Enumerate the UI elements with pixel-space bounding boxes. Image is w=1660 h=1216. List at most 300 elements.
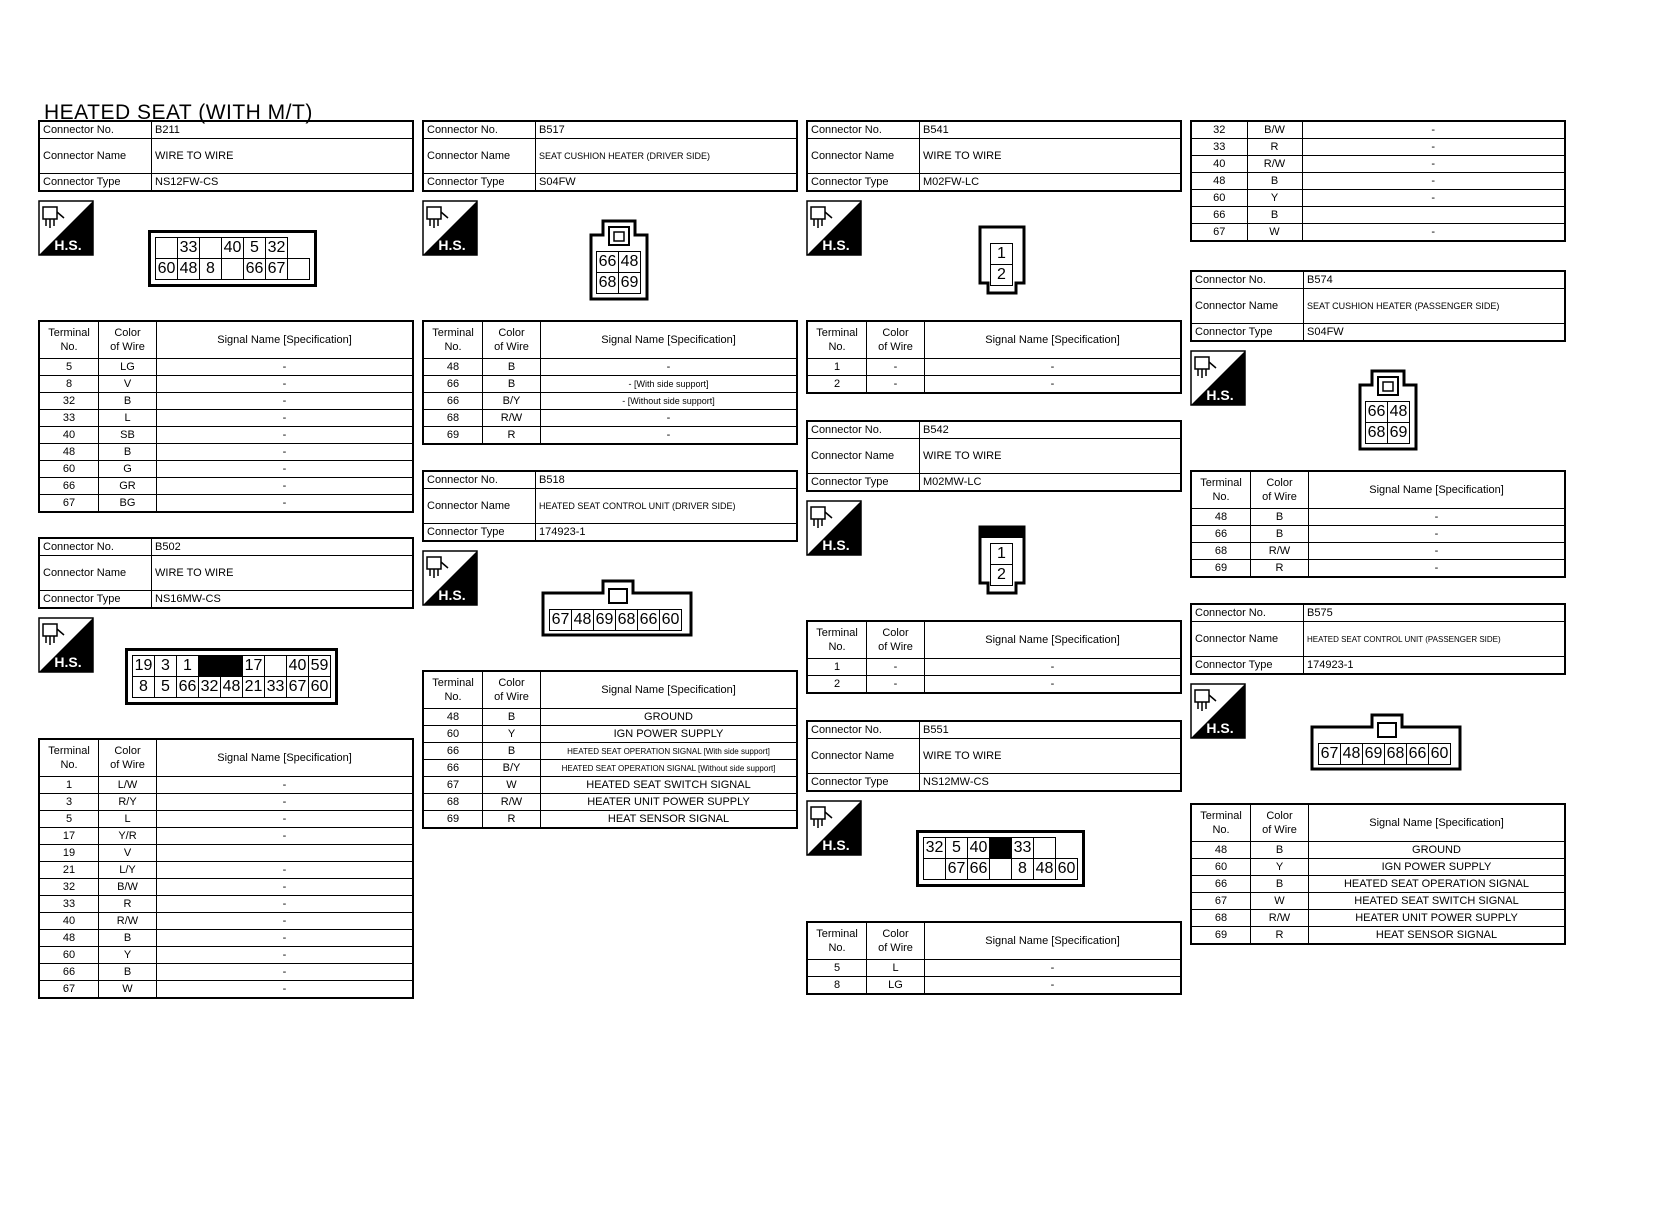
cavity: 66 xyxy=(638,610,660,631)
terminal-no: 33 xyxy=(1191,139,1247,156)
cavity: 1 xyxy=(991,244,1013,265)
pin-table-header xyxy=(1191,804,1565,842)
connector-type-value: 174923-1 xyxy=(536,524,798,542)
cavity: 66 xyxy=(968,859,990,880)
wire-color: B/Y xyxy=(483,393,541,410)
cavity xyxy=(924,859,946,880)
table-row xyxy=(1191,190,1565,207)
label-connector-no: Connector No. xyxy=(807,121,920,139)
connector-info-b211 xyxy=(38,120,414,192)
terminal-no-header: Terminal No. xyxy=(807,922,867,960)
terminal-no: 32 xyxy=(39,879,99,896)
cavity: 32 xyxy=(266,238,288,259)
connector-info-b502 xyxy=(38,537,414,609)
cavity: 19 xyxy=(133,656,155,677)
table-row xyxy=(423,743,797,760)
connector-no-value: B541 xyxy=(920,121,1182,139)
wire-color: Y xyxy=(99,947,157,964)
table-row xyxy=(39,879,413,896)
table-row xyxy=(39,478,413,495)
cavity xyxy=(221,656,243,677)
connector-name-value: HEATED SEAT CONTROL UNIT (PASSENGER SIDE) xyxy=(1304,622,1566,657)
table-row xyxy=(39,930,413,947)
wire-color: B xyxy=(1247,173,1302,190)
table-row xyxy=(39,845,413,862)
signal-name: - xyxy=(1302,190,1565,207)
connector-no-value: B211 xyxy=(152,121,414,139)
cavity xyxy=(222,259,244,280)
connector-type-value: NS12MW-CS xyxy=(920,774,1182,792)
cavity: 68 xyxy=(616,610,638,631)
signal-name: - xyxy=(157,862,414,879)
connector-face-b551 xyxy=(916,830,1085,892)
signal-name: HEAT SENSOR SIGNAL xyxy=(1309,927,1566,945)
terminal-no: 67 xyxy=(1191,224,1247,242)
wire-color: GR xyxy=(99,478,157,495)
pin-table-b575 xyxy=(1190,803,1566,945)
table-row xyxy=(39,427,413,444)
connector-type-value: S04FW xyxy=(536,174,798,192)
hs-label: H.S. xyxy=(438,237,466,253)
signal-name: HEATED SEAT OPERATION SIGNAL xyxy=(1309,876,1566,893)
color-of-wire-header: Color of Wire xyxy=(867,621,925,659)
label-connector-name: Connector Name xyxy=(1191,622,1304,657)
label-connector-no: Connector No. xyxy=(39,538,152,556)
wire-color: B xyxy=(1251,876,1309,893)
terminal-no: 69 xyxy=(423,427,483,445)
cavity: 67 xyxy=(266,259,288,280)
table-row xyxy=(807,676,1181,694)
pin-table-b211 xyxy=(38,320,414,513)
table-row xyxy=(39,777,413,794)
signal-name-header: Signal Name [Specification] xyxy=(925,621,1182,659)
table-row xyxy=(39,410,413,427)
terminal-no: 2 xyxy=(807,376,867,394)
signal-name: - xyxy=(1302,139,1565,156)
signal-name-header: Signal Name [Specification] xyxy=(1309,471,1566,509)
connector-no-value: B542 xyxy=(920,421,1182,439)
cavity xyxy=(1034,838,1056,859)
pin-table-b541 xyxy=(806,320,1182,394)
terminal-no-header: Terminal No. xyxy=(1191,804,1251,842)
wire-color: B xyxy=(483,709,541,726)
connector-name-value: SEAT CUSHION HEATER (DRIVER SIDE) xyxy=(536,139,798,174)
cavity: 67 xyxy=(946,859,968,880)
terminal-no: 48 xyxy=(39,444,99,461)
pin-table-header xyxy=(807,922,1181,960)
terminal-no: 1 xyxy=(807,659,867,676)
table-row xyxy=(39,359,413,376)
signal-name: - xyxy=(541,427,798,445)
cavity: 60 xyxy=(156,259,178,280)
table-row xyxy=(1191,509,1565,526)
pin-table-header xyxy=(39,739,413,777)
cavity: 8 xyxy=(200,259,222,280)
signal-name-header: Signal Name [Specification] xyxy=(541,321,798,359)
wire-color: L xyxy=(99,410,157,427)
wire-color: - xyxy=(867,676,925,694)
cavity: 68 xyxy=(597,273,619,294)
connector-name-value: WIRE TO WIRE xyxy=(920,739,1182,774)
connector-info-b518 xyxy=(422,470,798,542)
connector-type-value: 174923-1 xyxy=(1304,657,1566,675)
connector-no-value: B551 xyxy=(920,721,1182,739)
table-row xyxy=(39,376,413,393)
wire-color: L/Y xyxy=(99,862,157,879)
table-row xyxy=(423,359,797,376)
connector-type-value: S04FW xyxy=(1304,324,1566,342)
terminal-no: 67 xyxy=(1191,893,1251,910)
signal-name: - xyxy=(157,410,414,427)
terminal-no: 67 xyxy=(39,495,99,513)
terminal-no: 40 xyxy=(39,913,99,930)
signal-name: HEATER UNIT POWER SUPPLY xyxy=(541,794,798,811)
terminal-no: 21 xyxy=(39,862,99,879)
terminal-no: 8 xyxy=(807,977,867,995)
connector-type-value: M02MW-LC xyxy=(920,474,1182,492)
connector-no-value: B517 xyxy=(536,121,798,139)
label-connector-no: Connector No. xyxy=(423,471,536,489)
harness-side-icon xyxy=(1190,683,1246,739)
table-row xyxy=(39,947,413,964)
wire-color: R/W xyxy=(1247,156,1302,173)
wire-color: V xyxy=(99,845,157,862)
table-row xyxy=(423,794,797,811)
wire-color: - xyxy=(867,359,925,376)
connector-info-b541 xyxy=(806,120,1182,192)
wire-color: R/W xyxy=(99,913,157,930)
cavity xyxy=(200,238,222,259)
signal-name: - xyxy=(925,960,1182,977)
signal-name: IGN POWER SUPPLY xyxy=(1309,859,1566,876)
wire-color: B xyxy=(99,930,157,947)
table-row xyxy=(807,376,1181,394)
cavity: 68 xyxy=(1385,744,1407,765)
signal-name: - xyxy=(541,359,798,376)
connector-name-value: WIRE TO WIRE xyxy=(152,139,414,174)
cavity: 60 xyxy=(1429,744,1451,765)
connector-name-value: WIRE TO WIRE xyxy=(152,556,414,591)
signal-name: - xyxy=(157,947,414,964)
connector-name-value: HEATED SEAT CONTROL UNIT (DRIVER SIDE) xyxy=(536,489,798,524)
cavity: 8 xyxy=(133,677,155,698)
signal-name: - xyxy=(1302,173,1565,190)
table-row xyxy=(1191,139,1565,156)
color-of-wire-header: Color of Wire xyxy=(99,321,157,359)
terminal-no: 1 xyxy=(807,359,867,376)
cavity: 67 xyxy=(1319,744,1341,765)
cavity: 3 xyxy=(155,656,177,677)
terminal-no: 66 xyxy=(39,964,99,981)
signal-name-header: Signal Name [Specification] xyxy=(541,671,798,709)
connector-face-b518 xyxy=(541,579,693,642)
cavity: 33 xyxy=(178,238,200,259)
cavity: 48 xyxy=(1341,744,1363,765)
wire-color: G xyxy=(99,461,157,478)
signal-name: HEATED SEAT SWITCH SIGNAL xyxy=(1309,893,1566,910)
table-row xyxy=(1191,842,1565,859)
signal-name: - xyxy=(157,777,414,794)
signal-name: - xyxy=(157,828,414,845)
cavity: 2 xyxy=(991,565,1013,586)
signal-name: - xyxy=(925,376,1182,394)
terminal-no: 69 xyxy=(423,811,483,829)
label-connector-name: Connector Name xyxy=(39,139,152,174)
connector-info-b551 xyxy=(806,720,1182,792)
table-row xyxy=(423,811,797,829)
cavity: 66 xyxy=(597,252,619,273)
signal-name: - xyxy=(157,359,414,376)
pin-table-header xyxy=(39,321,413,359)
harness-side-icon xyxy=(806,800,862,856)
terminal-no: 3 xyxy=(39,794,99,811)
terminal-no: 68 xyxy=(423,410,483,427)
hs-label: H.S. xyxy=(1206,720,1234,736)
terminal-no-header: Terminal No. xyxy=(1191,471,1251,509)
wire-color: R/Y xyxy=(99,794,157,811)
signal-name: - xyxy=(157,461,414,478)
pin-table-b502 xyxy=(38,738,414,999)
signal-name: HEAT SENSOR SIGNAL xyxy=(541,811,798,829)
cavity: 48 xyxy=(619,252,641,273)
cavity xyxy=(265,656,287,677)
terminal-no: 32 xyxy=(1191,121,1247,139)
label-connector-name: Connector Name xyxy=(807,739,920,774)
harness-side-icon xyxy=(38,200,94,256)
harness-side-icon xyxy=(806,500,862,556)
connector-no-value: B502 xyxy=(152,538,414,556)
connector-type-value: NS16MW-CS xyxy=(152,591,414,609)
wire-color: L xyxy=(867,960,925,977)
terminal-no: 2 xyxy=(807,676,867,694)
hs-label: H.S. xyxy=(822,837,850,853)
connector-face-b574 xyxy=(1358,369,1418,456)
pin-table-b551 xyxy=(806,921,1182,995)
wire-color: Y/R xyxy=(99,828,157,845)
connector-info-b542 xyxy=(806,420,1182,492)
cavity: 48 xyxy=(221,677,243,698)
wire-color: B xyxy=(1251,842,1309,859)
cavity: 59 xyxy=(309,656,331,677)
color-of-wire-header: Color of Wire xyxy=(483,321,541,359)
pin-table-header xyxy=(423,321,797,359)
wire-color: LG xyxy=(867,977,925,995)
signal-name: HEATED SEAT OPERATION SIGNAL [With side support] xyxy=(541,743,798,760)
table-row xyxy=(39,862,413,879)
table-row xyxy=(1191,893,1565,910)
signal-name: - xyxy=(1302,224,1565,242)
terminal-no: 60 xyxy=(39,947,99,964)
connector-no-value: B574 xyxy=(1304,271,1566,289)
label-connector-name: Connector Name xyxy=(423,139,536,174)
connector-face-b211 xyxy=(148,230,317,292)
color-of-wire-header: Color of Wire xyxy=(867,922,925,960)
hs-label: H.S. xyxy=(1206,387,1234,403)
cavity: 17 xyxy=(243,656,265,677)
connector-info-b575 xyxy=(1190,603,1566,675)
table-row xyxy=(39,794,413,811)
terminal-no: 48 xyxy=(1191,173,1247,190)
table-row xyxy=(39,964,413,981)
signal-name: GROUND xyxy=(541,709,798,726)
table-row xyxy=(1191,173,1565,190)
harness-side-icon xyxy=(422,550,478,606)
signal-name: - xyxy=(1309,509,1566,526)
terminal-no: 67 xyxy=(423,777,483,794)
pin-table-header xyxy=(423,671,797,709)
cavity: 40 xyxy=(968,838,990,859)
cavity: 33 xyxy=(265,677,287,698)
cavity: 60 xyxy=(1056,859,1078,880)
connector-info-b574 xyxy=(1190,270,1566,342)
wire-color: W xyxy=(1251,893,1309,910)
terminal-no-header: Terminal No. xyxy=(807,321,867,359)
cavity: 32 xyxy=(199,677,221,698)
wire-color: B xyxy=(99,444,157,461)
signal-name: - xyxy=(1309,526,1566,543)
cavity: 5 xyxy=(946,838,968,859)
wire-color: R xyxy=(483,427,541,445)
label-connector-type: Connector Type xyxy=(1191,324,1304,342)
cavity: 60 xyxy=(309,677,331,698)
signal-name-header: Signal Name [Specification] xyxy=(157,739,414,777)
wire-color: R/W xyxy=(1251,543,1309,560)
wire-color: B xyxy=(483,743,541,760)
color-of-wire-header: Color of Wire xyxy=(99,739,157,777)
hs-label: H.S. xyxy=(822,237,850,253)
signal-name: HEATED SEAT OPERATION SIGNAL [Without side support] xyxy=(541,760,798,777)
table-row xyxy=(423,777,797,794)
cavity: 66 xyxy=(1366,402,1388,423)
wire-color: W xyxy=(483,777,541,794)
terminal-no: 66 xyxy=(423,760,483,777)
terminal-no: 48 xyxy=(423,359,483,376)
cavity: 21 xyxy=(243,677,265,698)
label-connector-type: Connector Type xyxy=(807,174,920,192)
signal-name: - [With side support] xyxy=(541,376,798,393)
label-connector-name: Connector Name xyxy=(807,439,920,474)
label-connector-name: Connector Name xyxy=(1191,289,1304,324)
label-connector-type: Connector Type xyxy=(423,174,536,192)
wire-color: R xyxy=(1251,927,1309,945)
cavity xyxy=(156,238,178,259)
signal-name: - xyxy=(157,811,414,828)
connector-type-value: NS12FW-CS xyxy=(152,174,414,192)
wire-color: BG xyxy=(99,495,157,513)
pin-table-header xyxy=(807,321,1181,359)
signal-name: - xyxy=(157,427,414,444)
wire-color: R/W xyxy=(483,410,541,427)
terminal-no: 8 xyxy=(39,376,99,393)
cavity: 69 xyxy=(1363,744,1385,765)
table-row xyxy=(423,726,797,743)
terminal-no: 60 xyxy=(39,461,99,478)
signal-name: - xyxy=(925,359,1182,376)
terminal-no: 68 xyxy=(1191,910,1251,927)
connector-face-b502 xyxy=(125,648,338,710)
wire-color: B/Y xyxy=(483,760,541,777)
wire-color: - xyxy=(867,376,925,394)
wire-color: Y xyxy=(483,726,541,743)
hs-label: H.S. xyxy=(438,587,466,603)
terminal-no: 66 xyxy=(39,478,99,495)
terminal-no: 48 xyxy=(1191,509,1251,526)
table-row xyxy=(1191,526,1565,543)
cavity: 40 xyxy=(287,656,309,677)
wire-color: B xyxy=(99,964,157,981)
table-row xyxy=(1191,156,1565,173)
cavity: 40 xyxy=(222,238,244,259)
table-row xyxy=(423,427,797,445)
signal-name: - xyxy=(157,879,414,896)
connector-no-value: B518 xyxy=(536,471,798,489)
terminal-no-header: Terminal No. xyxy=(39,321,99,359)
signal-name: HEATED SEAT SWITCH SIGNAL xyxy=(541,777,798,794)
wire-color: B xyxy=(1247,207,1302,224)
terminal-no: 5 xyxy=(39,811,99,828)
table-row xyxy=(423,376,797,393)
terminal-no-header: Terminal No. xyxy=(807,621,867,659)
wire-color: B xyxy=(99,393,157,410)
hs-label: H.S. xyxy=(54,654,82,670)
terminal-no: 60 xyxy=(423,726,483,743)
cavity: 8 xyxy=(1012,859,1034,880)
wire-color: R xyxy=(483,811,541,829)
terminal-no: 1 xyxy=(39,777,99,794)
signal-name-header: Signal Name [Specification] xyxy=(925,922,1182,960)
cavity xyxy=(288,259,310,280)
terminal-no: 67 xyxy=(39,981,99,999)
connector-name-value: WIRE TO WIRE xyxy=(920,439,1182,474)
terminal-no: 66 xyxy=(1191,876,1251,893)
connector-face-b575 xyxy=(1310,713,1462,776)
terminal-no: 48 xyxy=(423,709,483,726)
cavity: 60 xyxy=(660,610,682,631)
table-row xyxy=(1191,876,1565,893)
signal-name: - xyxy=(925,676,1182,694)
label-connector-name: Connector Name xyxy=(423,489,536,524)
wire-color: B xyxy=(483,359,541,376)
wire-color: B/W xyxy=(1247,121,1302,139)
table-row xyxy=(1191,543,1565,560)
signal-name: - xyxy=(157,794,414,811)
terminal-no: 5 xyxy=(807,960,867,977)
table-row xyxy=(39,981,413,999)
wire-color: R xyxy=(99,896,157,913)
table-row xyxy=(423,410,797,427)
terminal-no-header: Terminal No. xyxy=(423,671,483,709)
label-connector-no: Connector No. xyxy=(1191,604,1304,622)
table-row xyxy=(1191,910,1565,927)
color-of-wire-header: Color of Wire xyxy=(1251,804,1309,842)
connector-info-b517 xyxy=(422,120,798,192)
signal-name xyxy=(1302,207,1565,224)
cavity: 1 xyxy=(991,544,1013,565)
cavity: 69 xyxy=(594,610,616,631)
table-row xyxy=(39,828,413,845)
table-row xyxy=(1191,927,1565,945)
table-row xyxy=(39,896,413,913)
pin-table-b517 xyxy=(422,320,798,445)
page-title: HEATED SEAT (WITH M/T) xyxy=(44,101,313,124)
terminal-no: 60 xyxy=(1191,190,1247,207)
table-row xyxy=(39,444,413,461)
signal-name: - xyxy=(1309,560,1566,578)
harness-side-icon xyxy=(1190,350,1246,406)
label-connector-type: Connector Type xyxy=(1191,657,1304,675)
signal-name-header: Signal Name [Specification] xyxy=(925,321,1182,359)
label-connector-type: Connector Type xyxy=(423,524,536,542)
